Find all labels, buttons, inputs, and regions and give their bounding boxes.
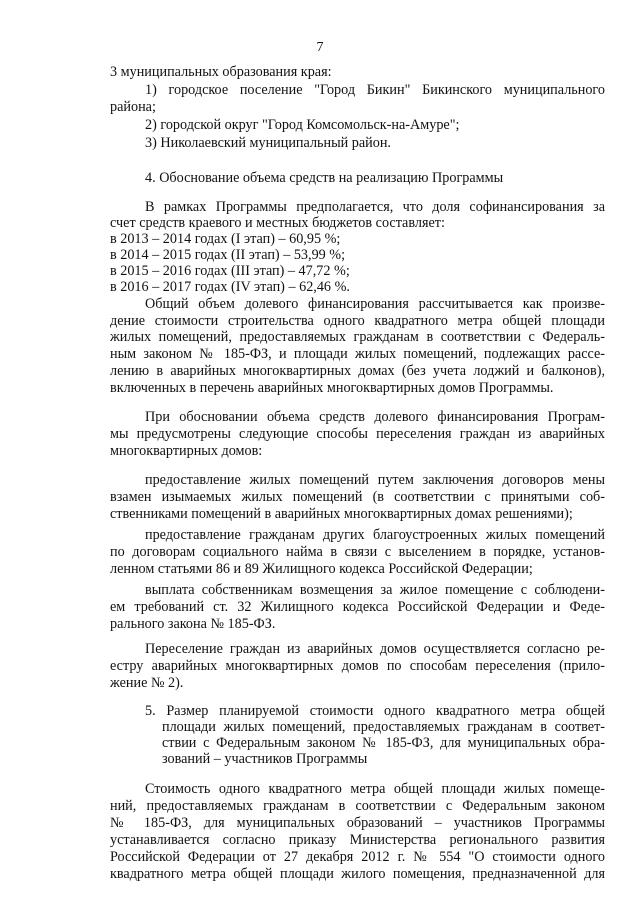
section-4-para-line: естру аварийных многоквартирных домов по способам переселения (прило- — [110, 658, 605, 674]
section-4-para-line: При обосновании объема средств долевого финансирования Програм- — [145, 409, 605, 425]
intro-item-1-cont: района; — [110, 99, 156, 115]
section-4-para-line: рального закона № 185-ФЗ. — [110, 616, 276, 632]
section-5-para-line: квадратного метра общей площади жилого помещения, предназначенной для — [110, 866, 605, 882]
stage-item: в 2014 – 2015 годах (II этап) – 53,99 %; — [110, 247, 346, 263]
section-4-para-line: выплата собственникам возмещения за жилое помещение с соблюдени- — [145, 582, 605, 598]
section-4-para-line: ленном статьями 86 и 89 Жилищного кодекса Российской Федерации; — [110, 561, 533, 577]
section-4-para-line: В рамках Программы предполагается, что доля софинансирования за — [145, 199, 605, 215]
intro-item-1: 1) городское поселение "Город Бикин" Бикинского муниципального — [145, 82, 605, 98]
section-4-para-line: дение стоимости строительства одного квадратного метра общей площади — [110, 313, 605, 329]
stage-item: в 2016 – 2017 годах (IV этап) – 62,46 %. — [110, 279, 350, 295]
stage-item: в 2015 – 2016 годах (III этап) – 47,72 %; — [110, 263, 350, 279]
section-4-para-line: мы предусмотрены следующие способы переселения граждан из аварийных — [110, 426, 605, 442]
section-4-para-line: предоставление гражданам других благоустроенных жилых помещений — [145, 527, 605, 543]
section-5-heading: площади жилых помещений, предоставляемых гражданам в соответ- — [162, 719, 605, 735]
section-4-para-line: жение № 2). — [110, 675, 184, 691]
section-4-para-line: Общий объем долевого финансирования рассчитывается как произве- — [145, 296, 605, 312]
section-4-para-line: жилых помещений, предоставляемых гражданам в соответствии с Федераль- — [110, 329, 605, 345]
section-4-para-line: лению в аварийных многоквартирных домах (без учета лоджий и балконов), — [110, 363, 605, 379]
section-5-para-line: Стоимость одного квадратного метра общей площади жилых помеще- — [145, 781, 605, 797]
section-5-para-line: устанавливается согласно приказу Министерства регионального развития — [110, 832, 605, 848]
section-5-para-line: № 185-ФЗ, для муниципальных образований – участников Программы — [110, 815, 605, 831]
intro-line: 3 муниципальных образования края: — [110, 64, 332, 80]
section-4-para-line: ным законом № 185-ФЗ, и площади жилых помещений, подлежащих рассе- — [110, 346, 605, 362]
section-5-para-line: ний, предоставляемых гражданам в соответствии с Федеральным законом — [110, 798, 605, 814]
section-4-para-line: взамен изымаемых жилых помещений (в соответствии с принятыми соб- — [110, 489, 605, 505]
section-4-para-line: включенных в перечень аварийных многоквартирных домов Программы. — [110, 380, 554, 396]
intro-item-3: 3) Николаевский муниципальный район. — [145, 135, 391, 151]
section-4-para-line: Переселение граждан из аварийных домов осуществляется согласно ре- — [145, 641, 605, 657]
section-4-para-line: многоквартирных домов: — [110, 443, 263, 459]
section-4-para-line: по договорам социального найма в связи с выселением в порядке, установ- — [110, 544, 605, 560]
section-4-heading: 4. Обоснование объема средств на реализацию Программы — [145, 170, 504, 186]
intro-item-2: 2) городской округ "Город Комсомольск-на-Амуре"; — [145, 117, 460, 133]
section-5-heading: зований – участников Программы — [162, 751, 368, 767]
section-4-para-line: ственниками помещений в аварийных многоквартирных домах решениями); — [110, 506, 573, 522]
section-5-heading: ствии с Федеральным законом № 185-ФЗ, для муниципальных обра- — [162, 735, 605, 751]
section-4-para-line: счет средств краевого и местных бюджетов составляет: — [110, 215, 445, 231]
page-number: 7 — [316, 40, 324, 55]
stage-item: в 2013 – 2014 годах (I этап) – 60,95 %; — [110, 231, 341, 247]
section-5-para-line: Российской Федерации от 27 декабря 2012 г. № 554 "О стоимости одного — [110, 849, 605, 865]
section-5-heading: 5. Размер планируемой стоимости одного квадратного метра общей — [145, 703, 605, 719]
section-4-para-line: предоставление жилых помещений путем заключения договоров мены — [145, 472, 605, 488]
section-4-para-line: ем требований ст. 32 Жилищного кодекса Российской Федерации и Феде- — [110, 599, 605, 615]
